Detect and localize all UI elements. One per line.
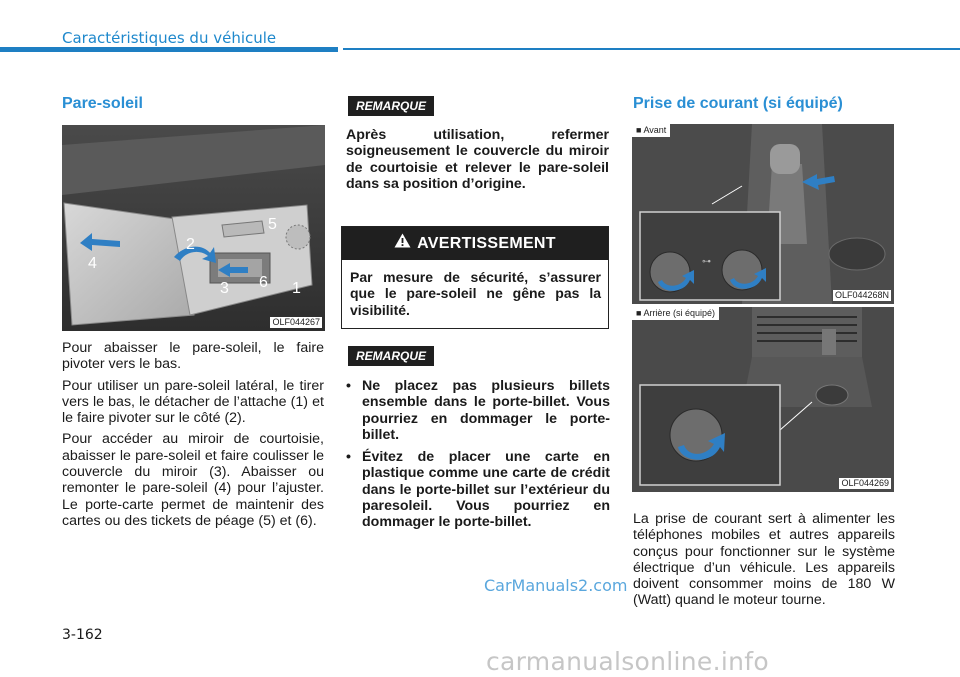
remarque-bullet-list bbox=[346, 378, 610, 537]
power-outlet-description: La prise de courant sert à alimenter les téléphones mobiles et autres appareils conçus pour fonctionner sur le système électrique d’un véhicule. Les appareils doivent consommer moins de 180 W (Watt) quand le moteur tourne. bbox=[633, 511, 895, 609]
paragraph: Pour abaisser le pare-soleil, le faire pivoter vers le bas. bbox=[62, 340, 324, 373]
header-rule-thin bbox=[343, 48, 960, 50]
callout-5: 5 bbox=[268, 216, 277, 233]
bullet-text: Ne placez pas plusieurs billets ensemble dans le porte-billet. Vous pourriez en dommager le porte-billet. bbox=[362, 378, 610, 443]
warning-box bbox=[341, 226, 609, 329]
remarque-label: REMARQUE bbox=[348, 96, 434, 116]
paragraph: Pour utiliser un pare-soleil latéral, le tirer vers le bas, le détacher de l’attache (1) et le faire pivoter sur le côté (2). bbox=[62, 377, 324, 427]
header-rule-thick bbox=[0, 47, 338, 52]
remarque-text: Après utilisation, refermer soigneusement le couvercle du miroir de courtoisie et relever le pare-soleil dans sa position d’origine. bbox=[346, 127, 609, 192]
front-outlet-drawing bbox=[632, 124, 894, 304]
callout-2: 2 bbox=[186, 236, 195, 253]
watermark-site[interactable]: CarManuals2.com bbox=[484, 576, 628, 595]
running-header: Caractéristiques du véhicule bbox=[62, 29, 277, 47]
warning-header bbox=[342, 227, 608, 260]
section-title-power-outlet: Prise de courant (si équipé) bbox=[633, 95, 843, 112]
figure-code: OLF044267 bbox=[272, 317, 320, 327]
figure-tag: ■ Avant bbox=[632, 124, 670, 137]
front-outlet-illustration bbox=[632, 124, 894, 304]
page-number: 3-162 bbox=[62, 627, 103, 643]
bullet-text: Évitez de placer une carte en plastique comme une carte de crédit dans le porte-billet sur l’extérieur du paresoleil. Vous pourriez en dommager le porte-billet. bbox=[362, 449, 610, 531]
rear-outlet-illustration bbox=[632, 307, 894, 492]
usb-symbol: ⊶ bbox=[702, 256, 711, 266]
sunvisor-description bbox=[62, 340, 324, 534]
warning-triangle-icon bbox=[394, 227, 411, 260]
paragraph: Pour accéder au miroir de courtoisie, abaisser le pare-soleil et faire coulisser le couvercle du miroir (3). Abaisser ou remonter le pare-soleil (4) pour l’ajuster. Le porte-carte permet de maintenir des cartes ou des tickets de péage (5) et (6). bbox=[62, 431, 324, 529]
list-item: • Ne placez pas plusieurs billets ensemble dans le porte-billet. Vous pourriez en dommager le porte-billet. bbox=[346, 378, 610, 443]
warning-text: Par mesure de sécurité, s’assurer que le pare-soleil ne gêne pas la visibilité. bbox=[350, 269, 601, 318]
rear-outlet-drawing bbox=[632, 307, 894, 492]
callout-3: 3 bbox=[220, 280, 229, 297]
sunvisor-drawing bbox=[62, 125, 325, 331]
section-title-sunvisor: Pare-soleil bbox=[62, 95, 143, 112]
figure-tag: ■ Arrière (si équipé) bbox=[632, 307, 719, 320]
sunvisor-illustration bbox=[62, 125, 325, 331]
callout-4: 4 bbox=[88, 255, 97, 272]
remarque-label: REMARQUE bbox=[348, 346, 434, 366]
warning-title: AVERTISSEMENT bbox=[417, 235, 556, 252]
callout-1: 1 bbox=[292, 280, 301, 297]
watermark-main[interactable]: carmanualsonline.info bbox=[486, 647, 769, 676]
list-item: • Évitez de placer une carte en plastique comme une carte de crédit dans le porte-billet sur l’extérieur du paresoleil. Vous pourriez en dommager le porte-billet. bbox=[346, 449, 610, 531]
callout-6: 6 bbox=[259, 274, 268, 291]
figure-code: OLF044269 bbox=[841, 478, 889, 488]
figure-code: OLF044268N bbox=[834, 290, 889, 300]
